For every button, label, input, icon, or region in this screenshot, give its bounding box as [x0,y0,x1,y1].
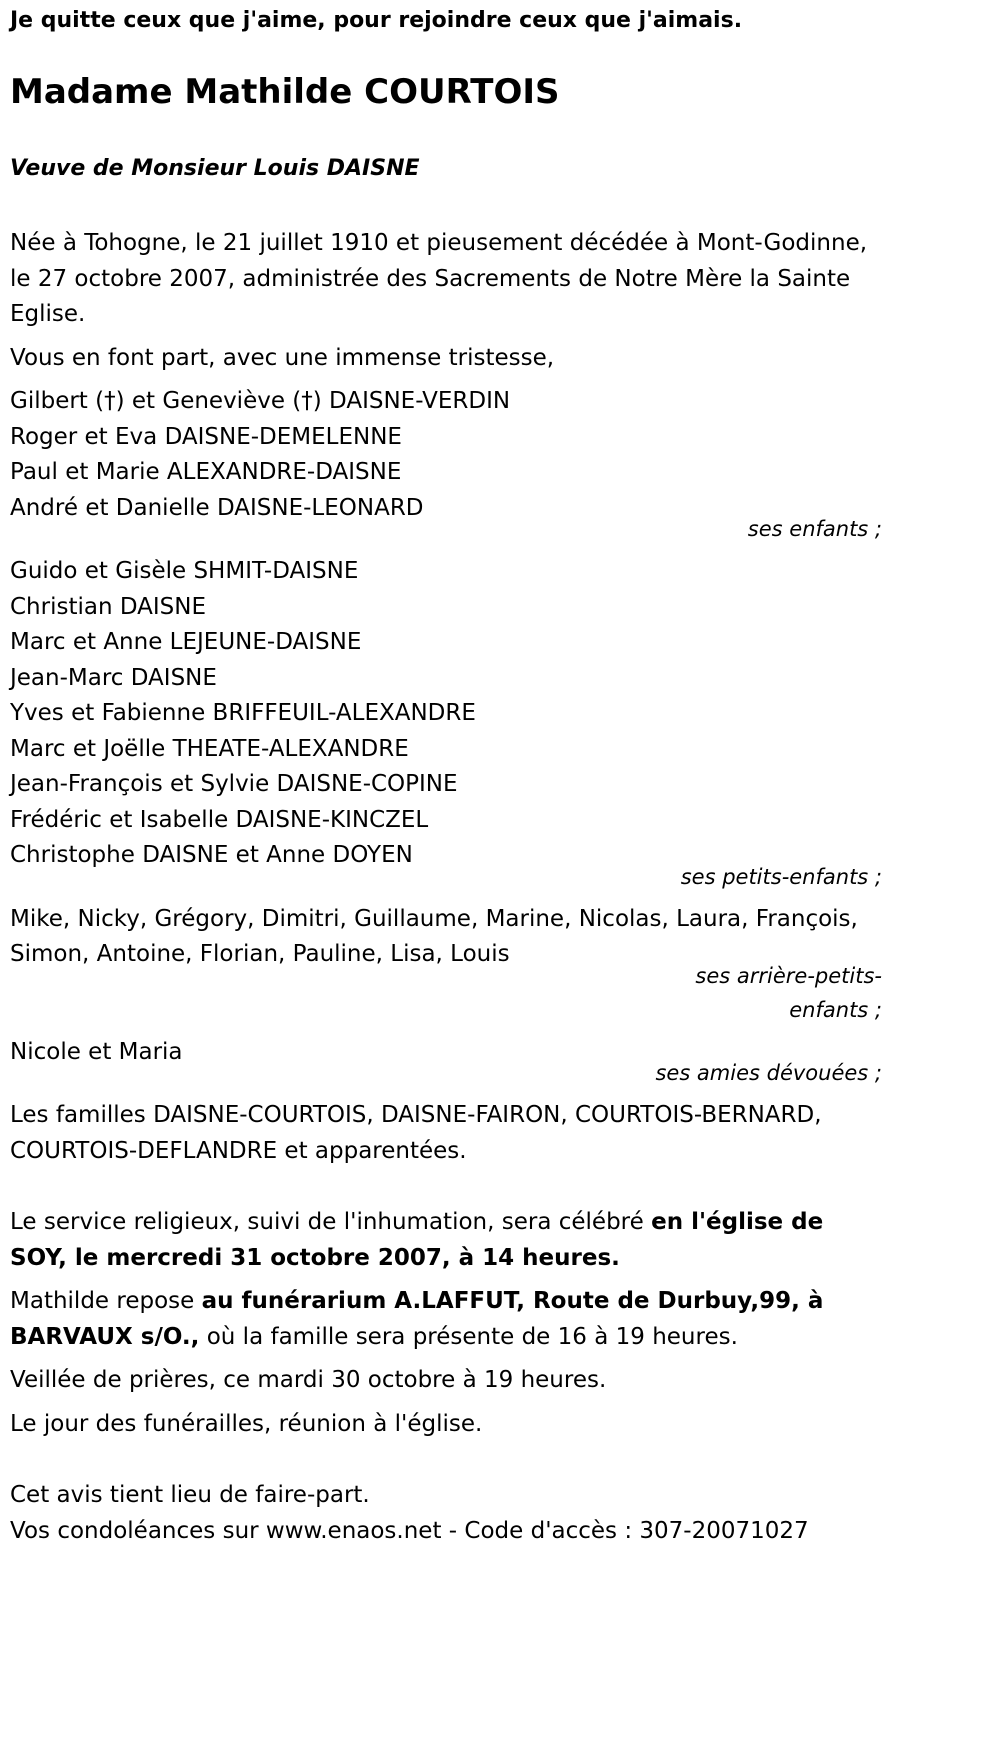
obituary-body [10,226,882,1549]
list-item: Marc et Joëlle THEATE-ALEXANDRE [10,735,409,762]
service-paragraph [10,1205,882,1276]
condolences-line: Vos condoléances sur www.enaos.net - Code d'accès : 307-20071027 [10,1517,809,1544]
families-paragraph: Les familles DAISNE-COURTOIS, DAISNE-FAIRON, COURTOIS-BERNARD, COURTOIS-DEFLANDRE et apparentées. [10,1102,822,1164]
funeral-day-line: Le jour des funérailles, réunion à l'église. [10,1410,483,1437]
spacer [10,1177,882,1205]
spacer [10,1450,882,1478]
list-item: Jean-Marc DAISNE [10,664,217,691]
service-location: en l'église de SOY, le mercredi 31 octobre 2007, à 14 heures. [10,1209,824,1271]
service-text: Le service religieux, suivi de l'inhumation, sera célébré [10,1209,652,1235]
rest-paragraph [10,1284,882,1355]
list-item: Marc et Anne LEJEUNE-DAISNE [10,629,362,655]
announce-line: Vous en font part, avec une immense tristesse, [10,344,555,371]
great-grandchildren-list: Mike, Nicky, Grégory, Dimitri, Guillaume, Marine, Nicolas, Laura, François, Simon, Antoine, Florian, Pauline, Lisa, Louis [10,905,858,967]
grandchildren-label: ses petits-enfants ; [680,864,882,889]
rest-location: au funérarium A.LAFFUT, Route de Durbuy,99, à BARVAUX s/O., [10,1288,824,1350]
list-item: Guido et Gisèle SHMIT-DAISNE [10,558,359,584]
children-list [10,384,882,526]
birth-death-paragraph: Née à Tohogne, le 21 juillet 1910 et pieusement décédée à Mont-Godinne, le 27 octobre 2007, administrée des Sacrements de Notre Mère la Sainte Eglise. [10,230,868,327]
rest-hours: où la famille sera présente de 16 à 19 heures. [199,1323,738,1350]
rest-text: Mathilde repose [10,1288,202,1314]
list-item: Christophe DAISNE et Anne DOYEN [10,842,413,868]
list-item: Gilbert (†) et Geneviève (†) DAISNE-VERDIN [10,388,511,414]
great-grandchildren-label: ses arrière-petits-enfants ; [695,963,882,1022]
list-item: Paul et Marie ALEXANDRE-DAISNE [10,459,402,485]
list-item: Christian DAISNE [10,593,207,620]
vigil-line: Veillée de prières, ce mardi 30 octobre à 19 heures. [10,1367,607,1393]
epigraph: Je quitte ceux que j'aime, pour rejoindre ceux que j'aimais. [10,8,743,33]
list-item: Frédéric et Isabelle DAISNE-KINCZEL [10,806,429,833]
friends-list: Nicole et Maria [10,1038,183,1065]
list-item: André et Danielle DAISNE-LEONARD [10,494,424,521]
children-label: ses enfants ; [747,517,882,541]
widow-of: Veuve de Monsieur Louis DAISNE [10,156,420,181]
deceased-name: Madame Mathilde COURTOIS [10,72,560,112]
list-item: Yves et Fabienne BRIFFEUIL-ALEXANDRE [10,700,476,726]
friends-label: ses amies dévouées ; [655,1061,882,1085]
grandchildren-list [10,554,882,874]
list-item: Roger et Eva DAISNE-DEMELENNE [10,423,402,450]
notice-line: Cet avis tient lieu de faire-part. [10,1482,370,1508]
list-item: Jean-François et Sylvie DAISNE-COPINE [10,771,458,797]
